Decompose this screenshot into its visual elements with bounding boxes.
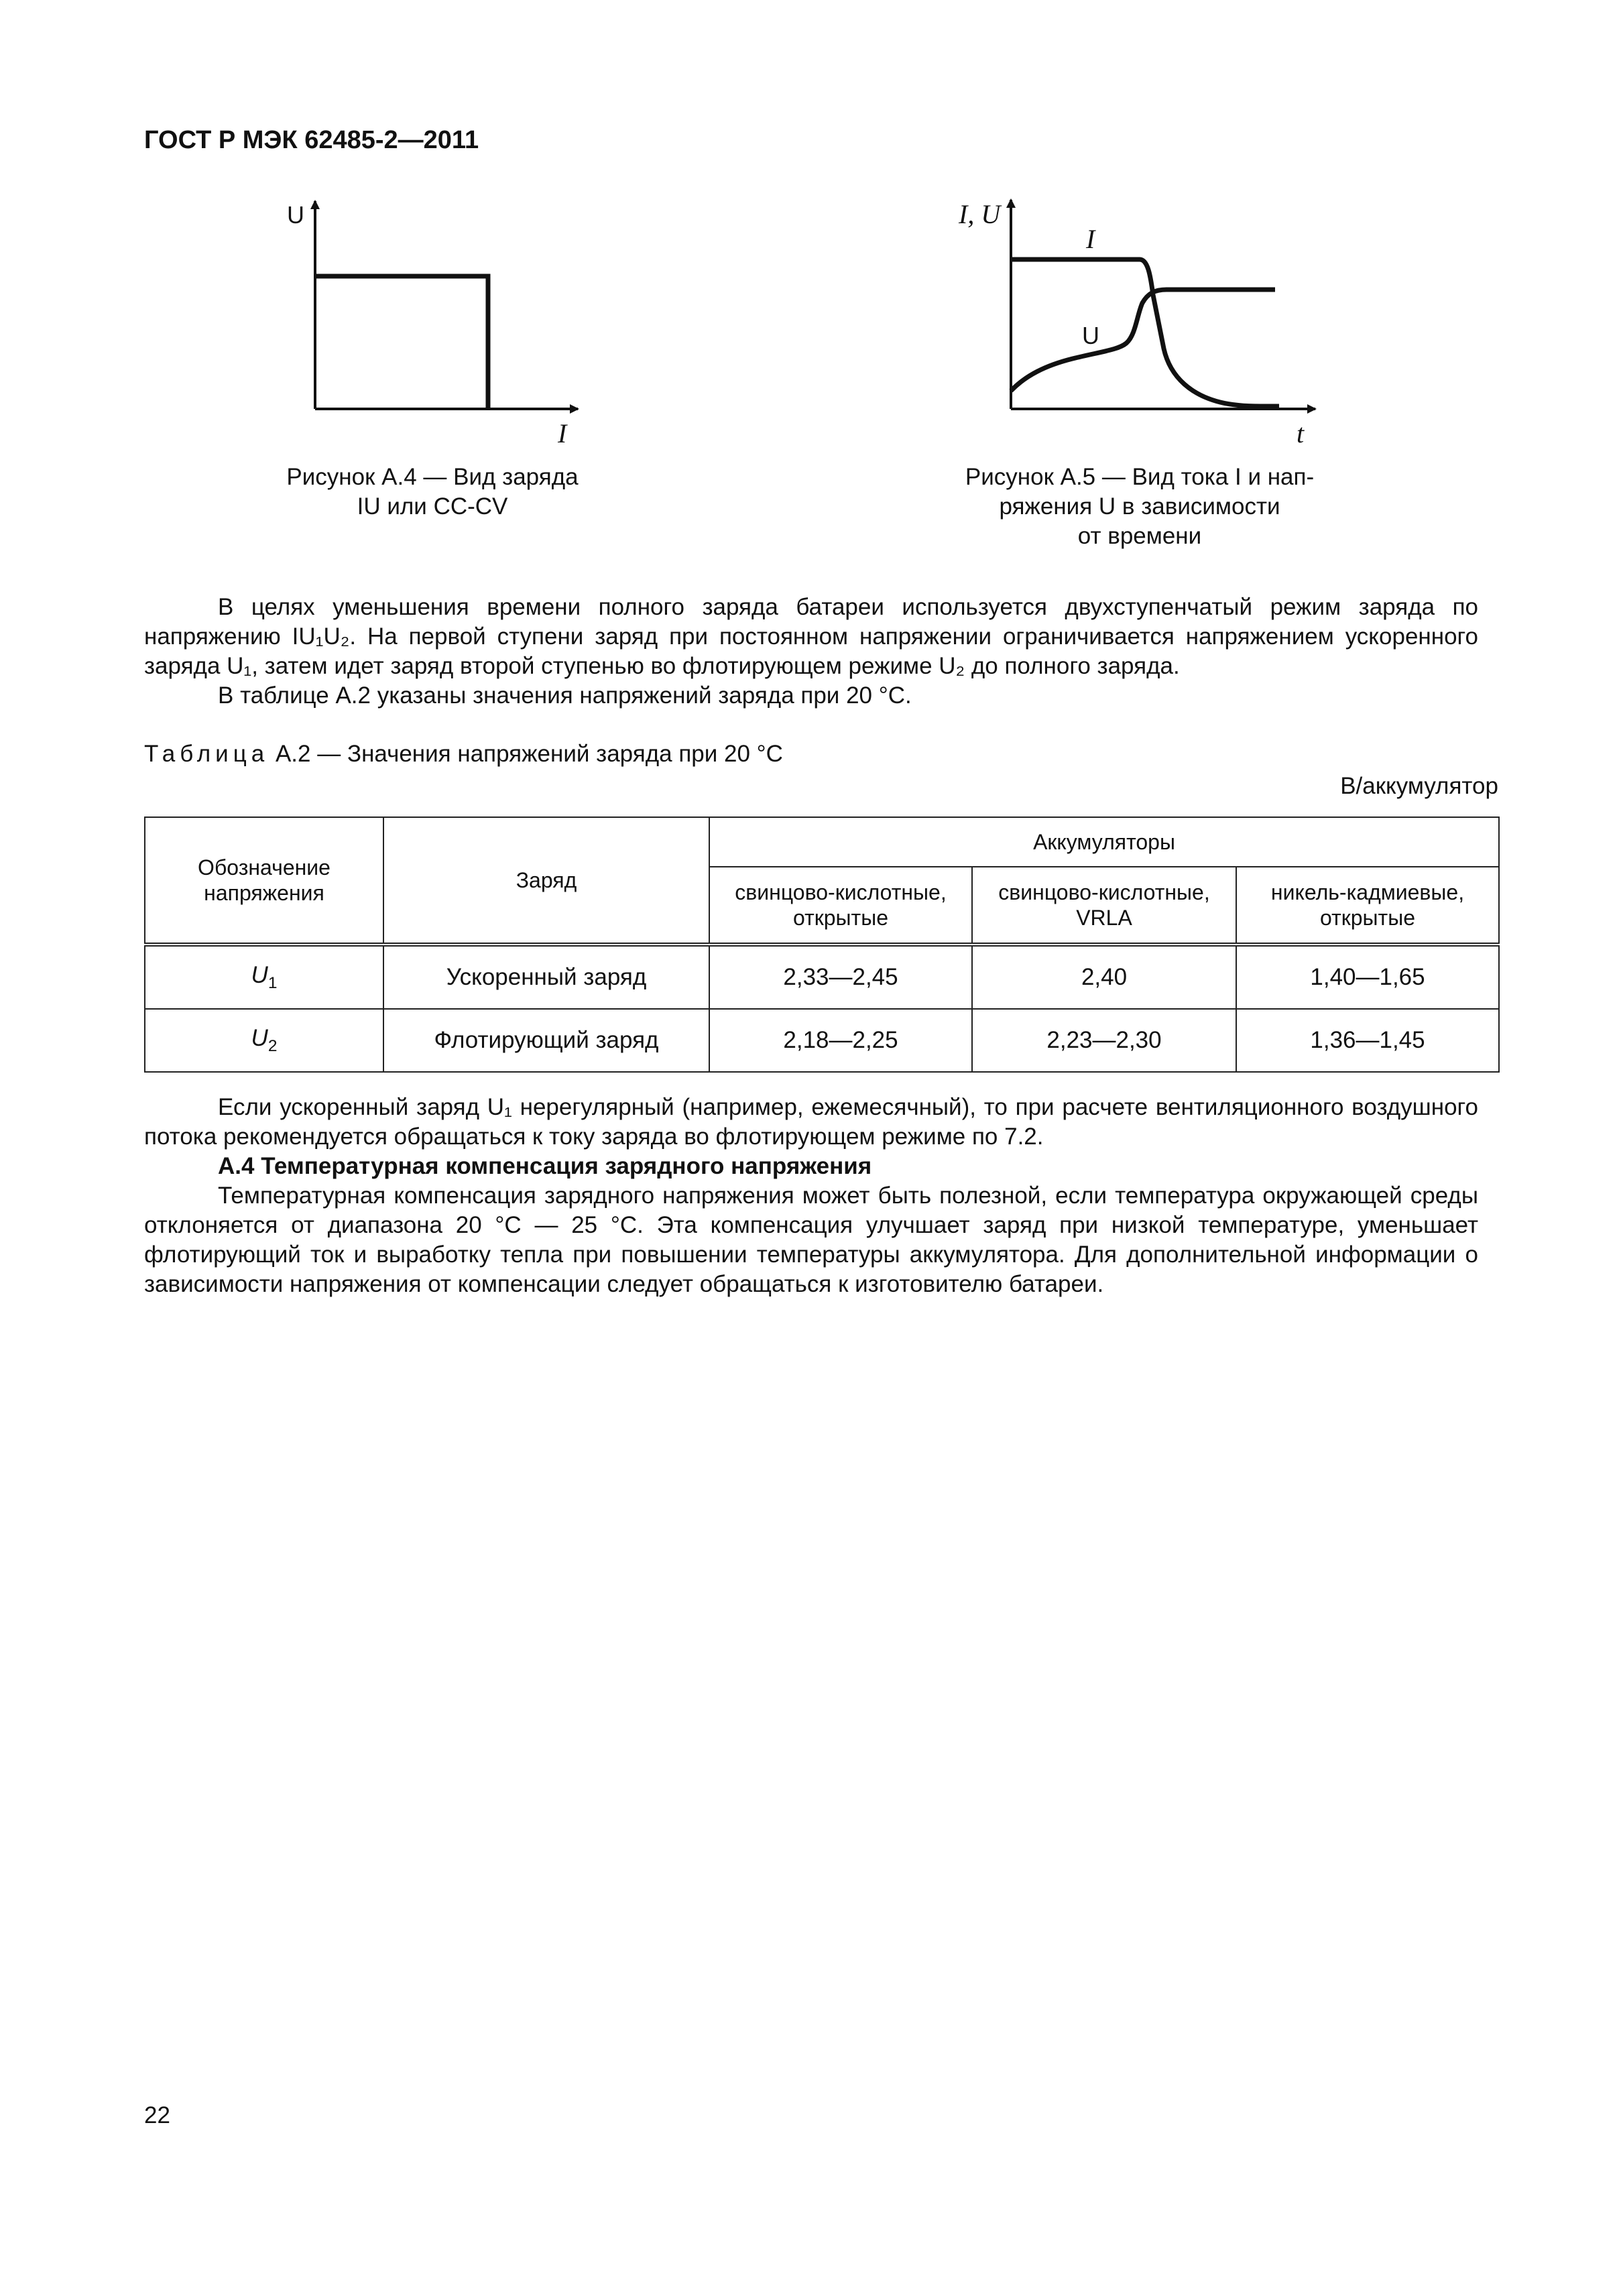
paragraph-table-reference: В таблице А.2 указаны значения напряжений заряда при 20 °С.: [218, 682, 912, 709]
figure-a4-x-label: I: [558, 418, 567, 448]
body-text-intro: [144, 593, 1478, 711]
symbol-subscript: 2: [267, 1037, 278, 1055]
paragraph-ventilation: Если ускоренный заряд U₁ нерегулярный (например, ежемесячный), то при расчете вентиляционного воздушного потока рекомендуется обращаться к току заряда во флотирующем режиме по 7.2.: [144, 1094, 1478, 1150]
symbol-letter: U: [251, 1025, 268, 1051]
charge-voltage-table: [144, 817, 1500, 1073]
figure-a5-x-label: t: [1297, 418, 1305, 448]
table-cell-charge: Флотирующий заряд: [383, 1009, 709, 1072]
symbol-subscript: 1: [267, 974, 278, 992]
figure-a5-y-label: [958, 199, 1002, 229]
symbol-letter: U: [251, 962, 268, 988]
table-cell-nicd: 1,36—1,45: [1236, 1009, 1499, 1072]
figure-a5-caption-line3: от времени: [1077, 523, 1202, 549]
table-unit: В/аккумулятор: [1340, 773, 1498, 799]
table-cell-charge: Ускоренный заряд: [383, 945, 709, 1009]
table-cell-lead-open: 2,33—2,45: [709, 945, 972, 1009]
figure-a4-caption-line1: Рисунок А.4 — Вид заряда: [286, 464, 579, 490]
figure-a5-diagram: [958, 199, 1315, 448]
section-heading-a4: А.4 Температурная компенсация зарядного напряжения: [218, 1153, 872, 1179]
figure-a4-caption-line2: IU или CC-CV: [357, 493, 508, 520]
table-row: [145, 1009, 1499, 1072]
table-cell-lead-vrla: 2,23—2,30: [972, 1009, 1236, 1072]
figure-a4-diagram: [287, 201, 578, 448]
paragraph-two-stage-charge: В целях уменьшения времени полного заряда батареи используется двухступенчатый режим заряда по напряжению IU₁U₂. На первой ступени заряд при постоянном напряжении ограничивается напряжением ускоренного заряда U₁, затем идет заряд второй ступенью во флотирующем режиме U₂ до полного заряда.: [144, 594, 1478, 679]
table-title-rest: А.2 — Значения напряжений заряда при 20 °С: [269, 741, 783, 767]
figure-a5-current-label: I: [1086, 224, 1095, 254]
table-cell-symbol: [145, 1009, 383, 1072]
table-cell-nicd: 1,40—1,65: [1236, 945, 1499, 1009]
figure-a5-caption-line1: Рисунок А.5 — Вид тока I и нап-: [965, 464, 1315, 490]
figure-a5-current-curve: [1011, 259, 1279, 406]
body-text-section-a4: [144, 1093, 1478, 1299]
table-header-charge: Заряд: [383, 817, 709, 945]
table-header-lead-vrla: свинцово-кислотные, VRLA: [972, 867, 1236, 945]
figure-a5-caption-line2: ряжения U в зависимости: [999, 493, 1280, 520]
table-header-nicd-open: никель-кадмиевые, открытые: [1236, 867, 1499, 945]
figures-area: [0, 0, 1623, 483]
document-header: ГОСТ Р МЭК 62485-2—2011: [144, 126, 479, 154]
figure-a5-caption: [925, 463, 1354, 551]
table-row: [145, 945, 1499, 1009]
table-cell-lead-open: 2,18—2,25: [709, 1009, 972, 1072]
table-header-lead-open: свинцово-кислотные, открытые: [709, 867, 972, 945]
figure-a4-voltage-profile: [315, 276, 488, 409]
table-header-batteries: Аккумуляторы: [709, 817, 1499, 867]
figure-a5-voltage-label: U: [1082, 322, 1099, 349]
table-cell-symbol: [145, 945, 383, 1009]
table-header-designation: Обозначение напряжения: [145, 817, 383, 945]
paragraph-temperature-compensation: Температурная компенсация зарядного напряжения может быть полезной, если температура окружающей среды отклоняется от диапазона 20 °С — 25 °С. Эта компенсация улучшает заряд при низкой температуре, уменьшает флотирующий ток и выработку тепла при повышении температуры аккумулятора. Для дополнительной информации о зависимости напряжения от компенсации следует обращаться к изготовителю батареи.: [144, 1183, 1478, 1297]
figure-a4-y-label: U: [287, 201, 304, 229]
table-title-prefix: Таблица: [144, 741, 269, 767]
figure-a5-voltage-curve: [1011, 290, 1275, 391]
table-cell-lead-vrla: 2,40: [972, 945, 1236, 1009]
page-number: 22: [144, 2102, 170, 2128]
table-title: [144, 741, 783, 768]
figure-a4-caption: [235, 463, 630, 522]
figure-a5-y-label-text: I, U: [959, 199, 1001, 229]
